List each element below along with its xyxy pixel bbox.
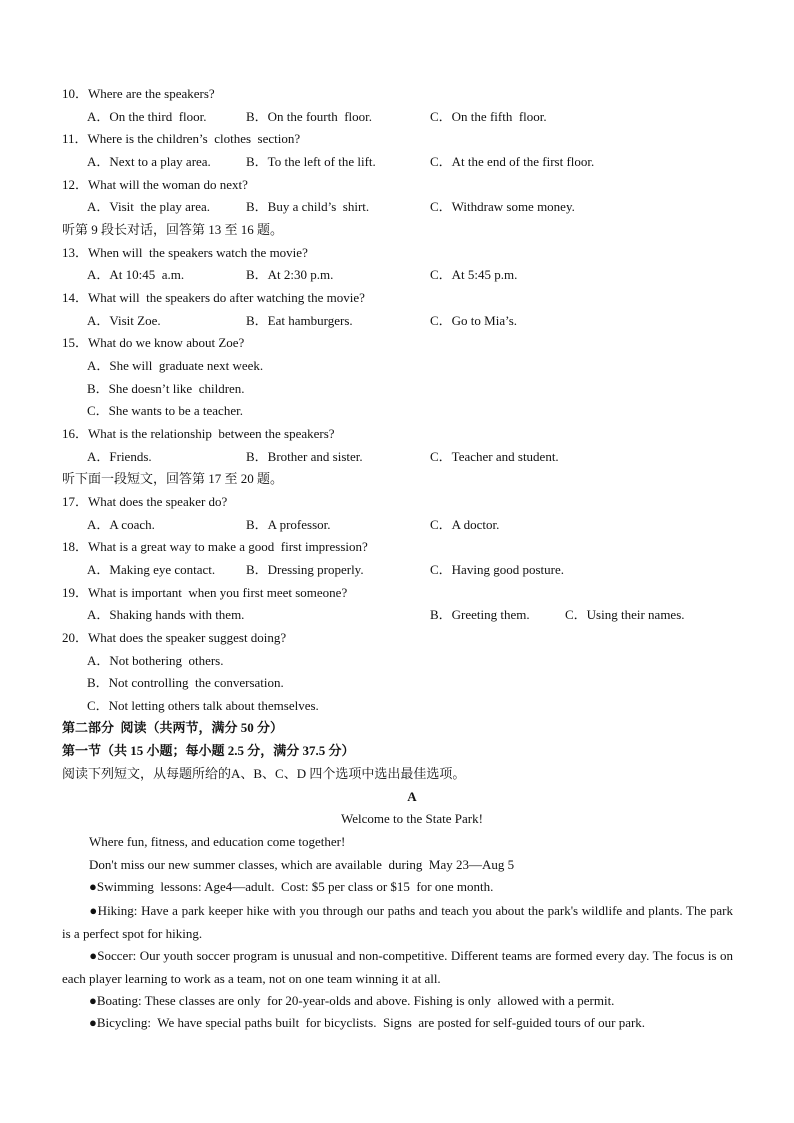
question-13-stem: 13．When will the speakers watch the movie?: [62, 245, 308, 260]
question-11-option-b: B．To the left of the lift.: [246, 154, 376, 169]
passage-intro-2: Don't miss our new summer classes, which are available during May 23—Aug 5: [89, 857, 515, 872]
passage-boating: ●Boating: These classes are only for 20-year-olds and above. Fishing is only allowed with a permit.: [89, 993, 615, 1008]
question-12-option-a: A．Visit the play area.: [87, 199, 211, 214]
question-11-stem: 11．Where is the children’s clothes section?: [62, 131, 301, 146]
passage-label: A: [407, 789, 417, 804]
question-16-stem: 16．What is the relationship between the speakers?: [62, 426, 335, 441]
question-10-option-a: A．On the third floor.: [87, 109, 207, 124]
question-10-stem: 10．Where are the speakers?: [62, 86, 215, 101]
question-11-option-a: A．Next to a play area.: [87, 154, 211, 169]
question-10-option-c: C．On the fifth floor.: [430, 109, 547, 124]
question-20-option-a: A．Not bothering others.: [87, 653, 224, 668]
question-12-option-c: C．Withdraw some money.: [430, 199, 575, 214]
question-14-option-c: C．Go to Mia’s.: [430, 313, 518, 328]
question-17-option-b: B．A professor.: [246, 517, 331, 532]
passage-hiking-paragraph: [62, 899, 733, 945]
question-19-option-c: C．Using their names.: [565, 607, 685, 622]
passage-title: Welcome to the State Park!: [341, 811, 483, 826]
passage-bicycling: ●Bicycling: We have special paths built for bicyclists. Signs are posted for self-guided tours of our park.: [89, 1015, 646, 1030]
question-19-option-b: B．Greeting them.: [430, 607, 530, 622]
question-13-option-a: A．At 10:45 a.m.: [87, 267, 185, 282]
question-20-option-b: B．Not controlling the conversation.: [87, 675, 284, 690]
question-20-option-c: C．Not letting others talk about themselves.: [87, 698, 319, 713]
question-12-option-b: B．Buy a child’s shirt.: [246, 199, 370, 214]
instruction-passage: 听下面一段短文，回答第 17 至 20 题。: [62, 471, 284, 486]
question-14-option-b: B．Eat hamburgers.: [246, 313, 353, 328]
question-13-option-c: C．At 5:45 p.m.: [430, 267, 518, 282]
question-18-stem: 18．What is a great way to make a good first impression?: [62, 539, 368, 554]
question-14-stem: 14．What will the speakers do after watching the movie?: [62, 290, 365, 305]
passage-intro-1: Where fun, fitness, and education come together!: [89, 834, 346, 849]
question-16-option-a: A．Friends.: [87, 449, 152, 464]
question-10-option-b: B．On the fourth floor.: [246, 109, 373, 124]
question-15-stem: 15．What do we know about Zoe?: [62, 335, 245, 350]
question-15-option-b: B．She doesn’t like children.: [87, 381, 245, 396]
question-18-option-a: A．Making eye contact.: [87, 562, 216, 577]
question-16-option-c: C．Teacher and student.: [430, 449, 559, 464]
question-17-stem: 17．What does the speaker do?: [62, 494, 228, 509]
passage-soccer: ●Soccer: Our youth soccer program is unusual and non-competitive. Different teams are formed every day. The focus is on each player learning to work as a team, not on one team winning it at all.: [62, 948, 733, 986]
question-17-option-a: A．A coach.: [87, 517, 155, 532]
passage-soccer-paragraph: [62, 944, 733, 990]
question-20-stem: 20．What does the speaker suggest doing?: [62, 630, 287, 645]
part-2-heading: 第二部分 阅读（共两节，满分 50 分）: [62, 720, 284, 735]
question-13-option-b: B．At 2:30 p.m.: [246, 267, 334, 282]
question-16-option-b: B．Brother and sister.: [246, 449, 363, 464]
passage-hiking: ●Hiking: Have a park keeper hike with you through our paths and teach you about the park's wildlife and plants. The park is a perfect spot for hiking.: [62, 903, 733, 941]
question-19-option-a: A．Shaking hands with them.: [87, 607, 245, 622]
question-11-option-c: C．At the end of the first floor.: [430, 154, 595, 169]
question-15-option-c: C．She wants to be a teacher.: [87, 403, 243, 418]
question-18-option-c: C．Having good posture.: [430, 562, 564, 577]
question-15-option-a: A．She will graduate next week.: [87, 358, 264, 373]
question-18-option-b: B．Dressing properly.: [246, 562, 364, 577]
reading-directions: 阅读下列短文，从每题所给的A、B、C、D 四个选项中选出最佳选项。: [62, 766, 466, 781]
section-1-heading: 第一节（共 15 小题；每小题 2.5 分，满分 37.5 分）: [62, 743, 355, 758]
question-14-option-a: A．Visit Zoe.: [87, 313, 161, 328]
question-19-stem: 19．What is important when you first meet someone?: [62, 585, 348, 600]
question-17-option-c: C．A doctor.: [430, 517, 500, 532]
passage-swimming: ●Swimming lessons: Age4—adult. Cost: $5 per class or $15 for one month.: [89, 879, 494, 894]
instruction-dialog-9: 听第 9 段长对话，回答第 13 至 16 题。: [62, 222, 284, 237]
question-12-stem: 12．What will the woman do next?: [62, 177, 248, 192]
